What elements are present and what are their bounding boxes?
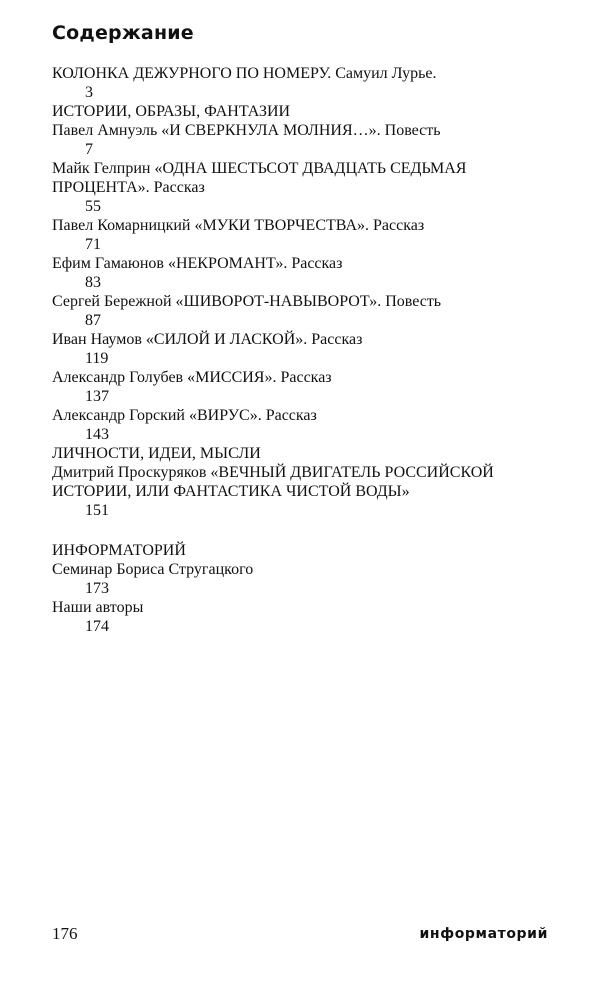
toc-entry-page: 151 — [85, 502, 109, 519]
toc-entry-title: Павел Амнуэль «И СВЕРКНУЛА МОЛНИЯ…». Повесть — [52, 122, 441, 139]
toc-entry-title: КОЛОНКА ДЕЖУРНОГО ПО НОМЕРУ. Самуил Лурье. — [52, 65, 437, 82]
toc-entry-page: 137 — [85, 388, 109, 405]
toc-entry-page: 119 — [85, 350, 109, 367]
footer-running-title: информаторий — [419, 926, 548, 942]
toc-entry-page: 55 — [85, 198, 101, 215]
toc-entry — [52, 159, 572, 216]
toc-entry-title: Ефим Гамаюнов «НЕКРОМАНТ». Рассказ — [52, 255, 343, 272]
toc-entry — [52, 292, 572, 330]
toc-entry-page: 143 — [85, 426, 109, 443]
toc-entry-page: 173 — [85, 580, 109, 597]
toc-entry — [52, 216, 572, 254]
toc-entry-title: Александр Горский «ВИРУС». Рассказ — [52, 407, 317, 424]
toc-entry-title: Павел Комарницкий «МУКИ ТВОРЧЕСТВА». Рассказ — [52, 217, 425, 234]
toc-entry-page: 7 — [85, 141, 93, 158]
toc-entry-page: 174 — [85, 618, 109, 635]
toc-entry-title: Дмитрий Проскуряков «ВЕЧНЫЙ ДВИГАТЕЛЬ РОССИЙСКОЙ — [52, 464, 494, 481]
section-heading-stories: ИСТОРИИ, ОБРАЗЫ, ФАНТАЗИИ — [52, 103, 291, 120]
toc-entry-title-continued: ПРОЦЕНТА». Рассказ — [52, 179, 205, 196]
toc-entry-page: 83 — [85, 274, 101, 291]
toc-entry-page: 87 — [85, 312, 101, 329]
toc-entry-title: Семинар Бориса Стругацкого — [52, 561, 254, 578]
toc-entry — [52, 463, 572, 520]
toc-entry-title: Сергей Бережной «ШИВОРОТ-НАВЫВОРОТ». Повесть — [52, 293, 442, 310]
toc-entry — [52, 560, 572, 598]
page-title: Содержание — [52, 22, 194, 44]
toc-entry — [52, 406, 572, 444]
toc-entry-title: Майк Гелприн «ОДНА ШЕСТЬСОТ ДВАДЦАТЬ СЕДЬМАЯ — [52, 160, 467, 177]
toc-entry-page: 71 — [85, 236, 101, 253]
section-heading-info: ИНФОРМАТОРИЙ — [52, 542, 186, 559]
toc-entry-editor-column — [52, 64, 572, 102]
toc-entry-title: Александр Голубев «МИССИЯ». Рассказ — [52, 369, 332, 386]
table-of-contents — [52, 64, 572, 636]
section-heading-persons: ЛИЧНОСТИ, ИДЕИ, МЫСЛИ — [52, 445, 261, 462]
toc-entry — [52, 254, 572, 292]
toc-entry-title: Иван Наумов «СИЛОЙ И ЛАСКОЙ». Рассказ — [52, 331, 363, 348]
toc-entry-title: Наши авторы — [52, 599, 144, 616]
toc-entry-page: 3 — [85, 84, 93, 101]
toc-entry — [52, 368, 572, 406]
footer-page-number: 176 — [52, 924, 78, 943]
toc-entry — [52, 598, 572, 636]
section-spacer — [52, 520, 572, 541]
toc-entry-title-continued: ИСТОРИИ, ИЛИ ФАНТАСТИКА ЧИСТОЙ ВОДЫ» — [52, 483, 410, 500]
toc-entry — [52, 121, 572, 159]
toc-entry — [52, 330, 572, 368]
